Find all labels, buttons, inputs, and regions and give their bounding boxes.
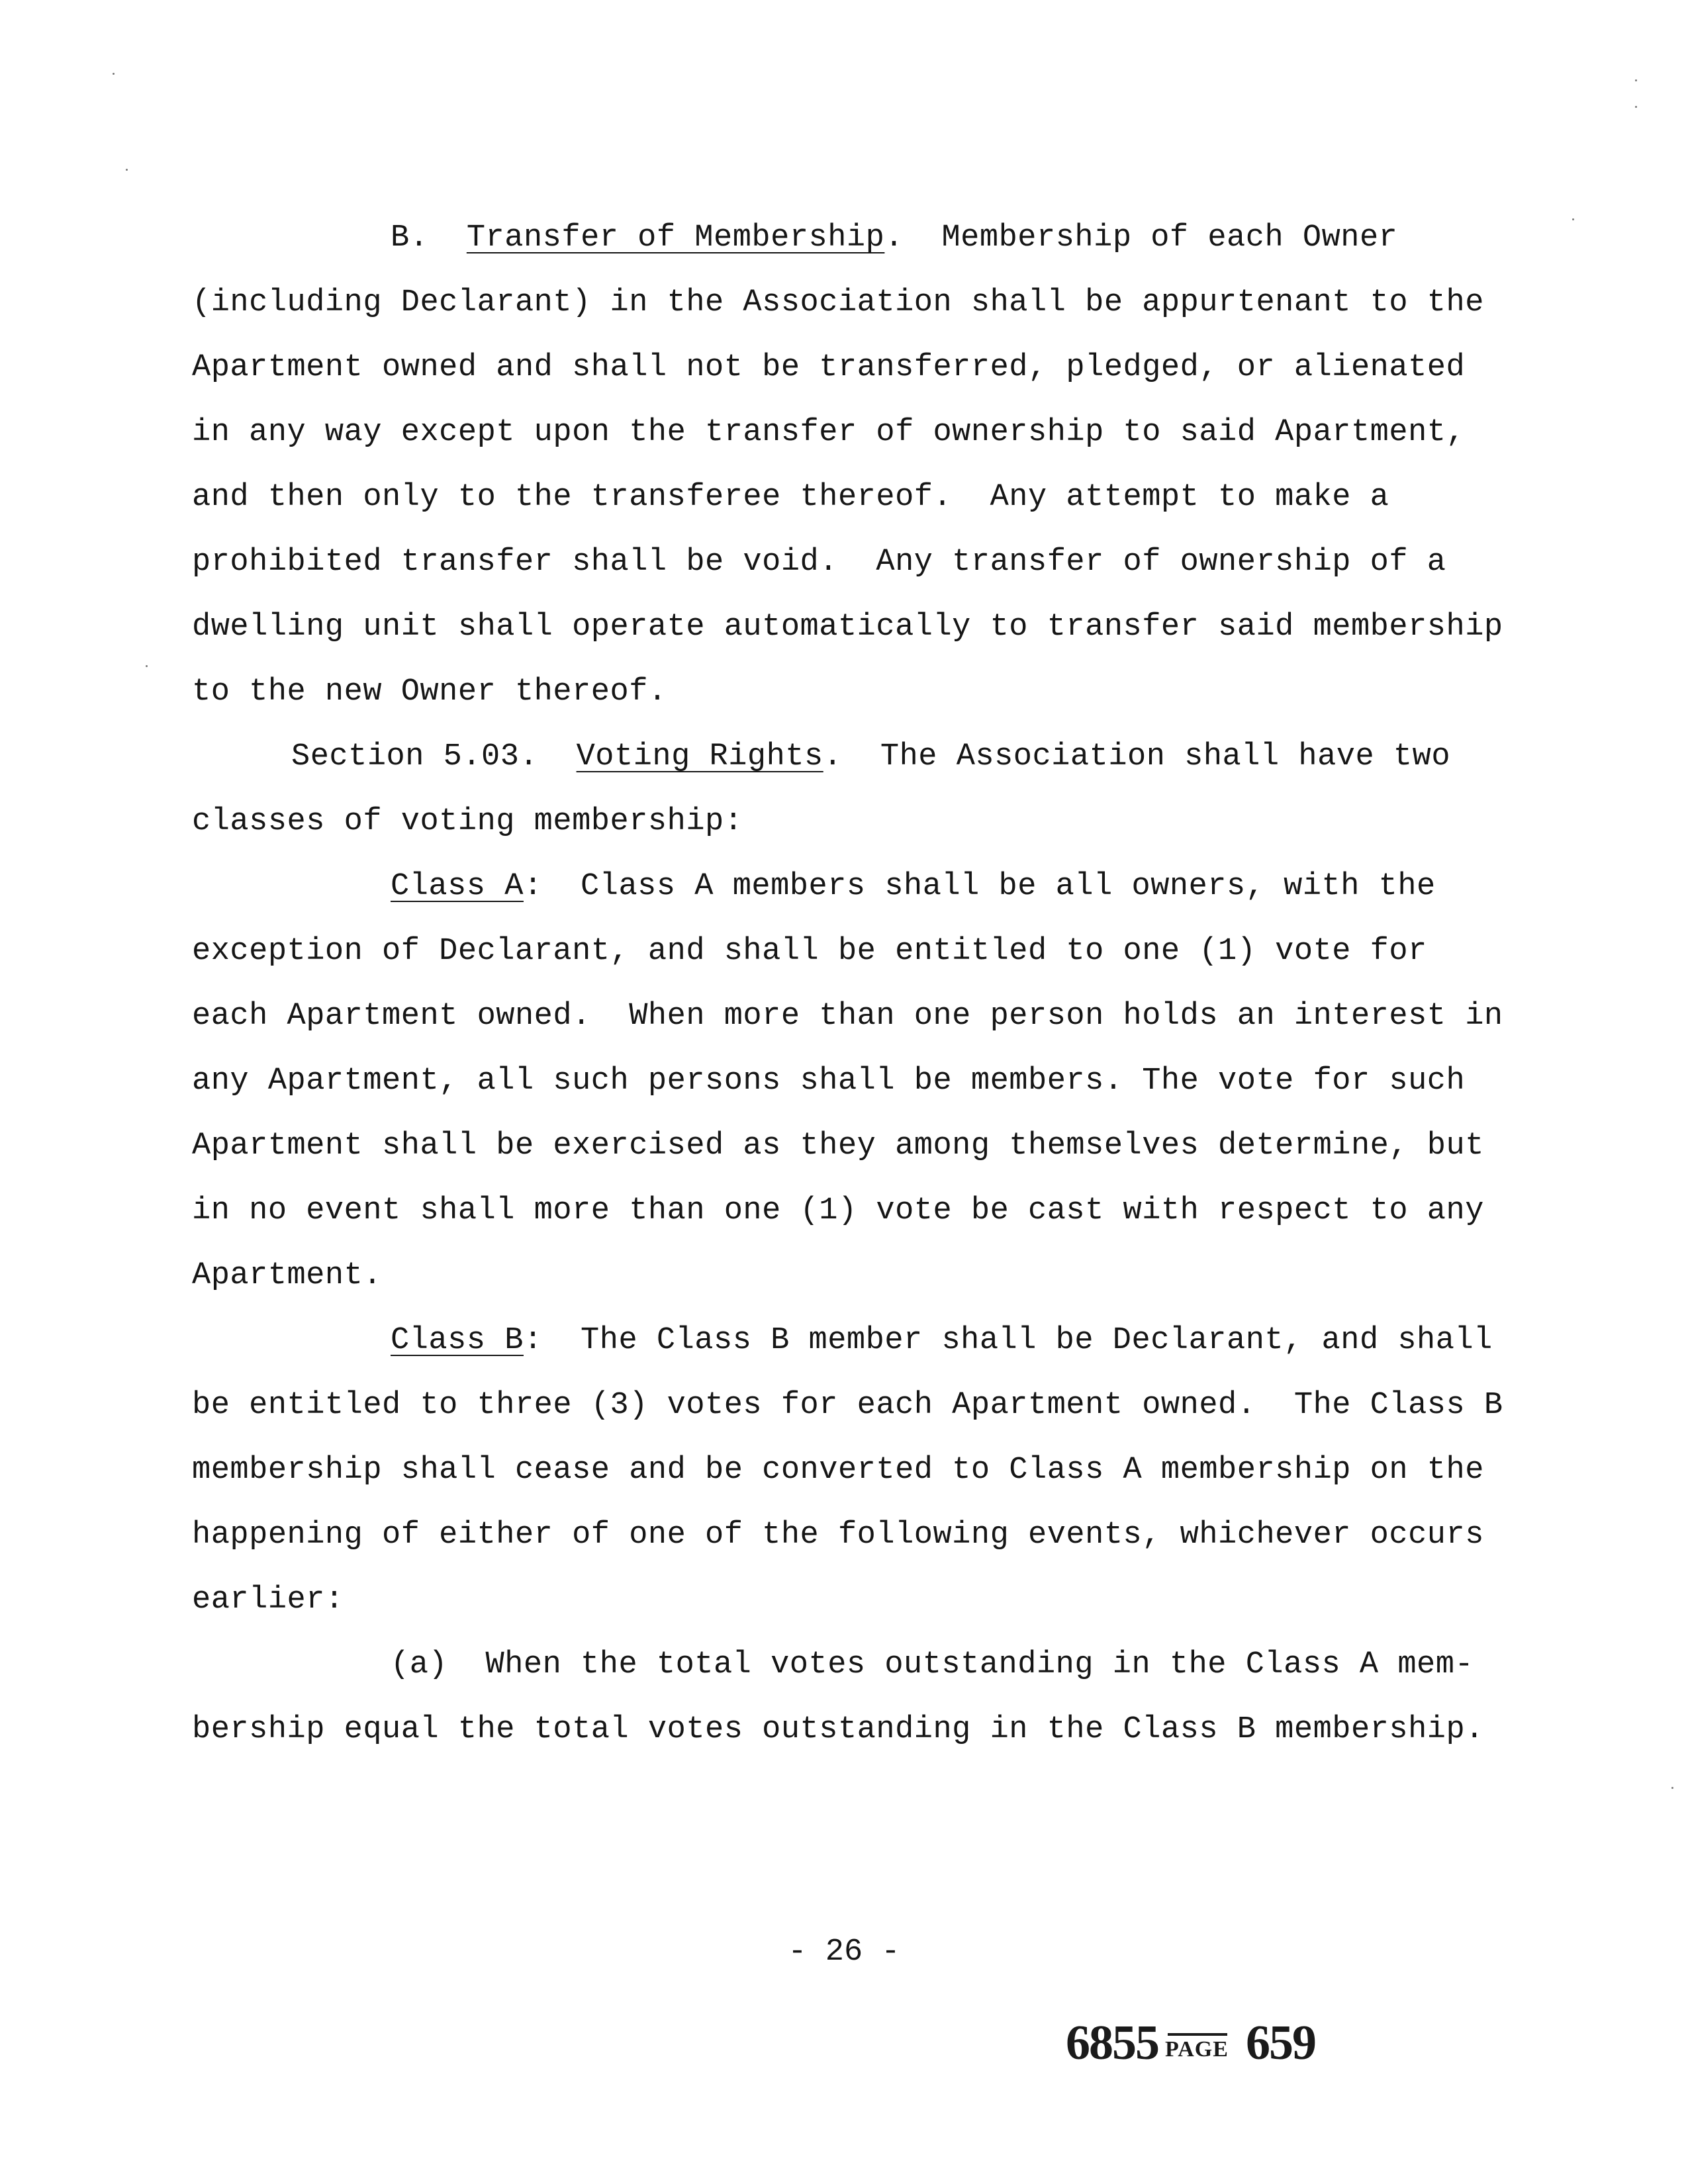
scan-speck bbox=[1671, 1787, 1673, 1789]
page-word: PAGE bbox=[1165, 2037, 1229, 2062]
section-503-body-line: classes of voting membership: bbox=[192, 804, 743, 839]
class-b-heading-line bbox=[391, 1321, 1493, 1361]
class-a-heading-line bbox=[391, 867, 1436, 907]
class-b-line1-rest: : The Class B member shall be Declarant, and shall bbox=[523, 1323, 1493, 1358]
section-503-lead: Section 5.03. bbox=[291, 739, 539, 774]
class-a-body-line: each Apartment owned. When more than one person holds an interest in bbox=[192, 999, 1503, 1034]
scan-speck bbox=[1635, 79, 1637, 81]
scan-speck bbox=[1635, 106, 1637, 108]
section-503-heading-line bbox=[291, 737, 1450, 777]
class-a-body-line: in no event shall more than one (1) vote be cast with respect to any bbox=[192, 1193, 1484, 1228]
class-b-body-line: membership shall cease and be converted to Class A membership on the bbox=[192, 1453, 1484, 1488]
stamp-page-number: 659 bbox=[1245, 2016, 1315, 2070]
class-a-body-line: exception of Declarant, and shall be entitled to one (1) vote for bbox=[192, 934, 1427, 969]
section-b-line1-rest: . Membership of each Owner bbox=[884, 220, 1398, 255]
book-number: 6855 bbox=[1066, 2016, 1158, 2070]
scan-speck bbox=[146, 665, 148, 667]
scan-speck bbox=[126, 169, 128, 171]
class-b-body-line: happening of either of one of the following events, whichever occurs bbox=[192, 1518, 1484, 1553]
section-b-heading-line bbox=[391, 218, 1397, 258]
item-a-line: (a) When the total votes outstanding in the Class A mem- bbox=[391, 1647, 1474, 1682]
scan-speck bbox=[113, 73, 115, 75]
section-b-lead: B. bbox=[391, 220, 429, 255]
class-a-body-line: Apartment shall be exercised as they among themselves determine, but bbox=[192, 1128, 1484, 1163]
section-b-body-line: dwelling unit shall operate automatically to transfer said membership bbox=[192, 610, 1503, 645]
section-b-body-line: to the new Owner thereof. bbox=[192, 674, 667, 709]
book-page-stamp bbox=[1066, 2015, 1315, 2071]
section-b-body-line: and then only to the transferee thereof. Any attempt to make a bbox=[192, 480, 1389, 515]
class-b-body-line: earlier: bbox=[192, 1582, 344, 1617]
class-a-line1-rest: : Class A members shall be all owners, with the bbox=[523, 869, 1436, 904]
section-503-title: Voting Rights bbox=[576, 739, 823, 774]
class-b-body-line: be entitled to three (3) votes for each Apartment owned. The Class B bbox=[192, 1388, 1503, 1423]
class-a-title: Class A bbox=[391, 869, 524, 904]
section-503-line1-rest: . The Association shall have two bbox=[823, 739, 1451, 774]
page-number: - 26 - bbox=[788, 1934, 900, 1970]
section-b-body-line: prohibited transfer shall be void. Any transfer of ownership of a bbox=[192, 545, 1446, 580]
section-b-title: Transfer of Membership bbox=[466, 220, 885, 255]
section-b-body-line: Apartment owned and shall not be transferred, pledged, or alienated bbox=[192, 350, 1466, 385]
section-b-body-line: (including Declarant) in the Association shall be appurtenant to the bbox=[192, 285, 1484, 320]
class-a-body-line: Apartment. bbox=[192, 1258, 383, 1293]
item-a-line: bership equal the total votes outstanding in the Class B membership. bbox=[192, 1712, 1484, 1747]
class-a-body-line: any Apartment, all such persons shall be members. The vote for such bbox=[192, 1064, 1466, 1099]
class-b-title: Class B bbox=[391, 1323, 524, 1358]
scan-speck bbox=[1572, 218, 1574, 220]
section-b-body-line: in any way except upon the transfer of ownership to said Apartment, bbox=[192, 415, 1466, 450]
